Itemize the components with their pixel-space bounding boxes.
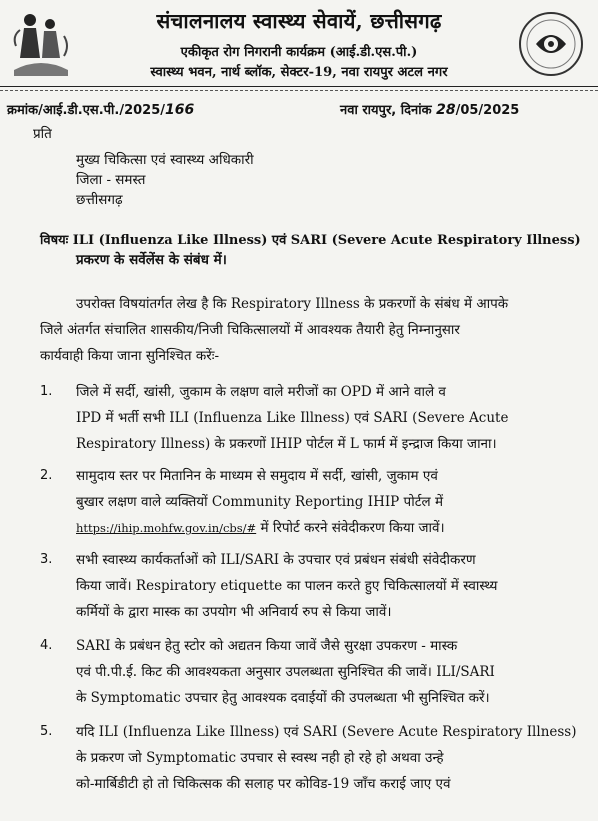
subject-line-2: प्रकरण के सर्वेलेंस के संबंध में। bbox=[76, 252, 227, 268]
subject-text-1: ILI (Influenza Like Illness) एवं SARI (Severe Acute Respiratory Illness) bbox=[72, 233, 581, 248]
office-address: स्वास्थ्य भवन, नार्थ ब्लॉक, सेक्टर-19, नवा रायपुर अटल नगर bbox=[150, 65, 448, 80]
item-2-line-2: बुखार लक्षण वाले व्यक्तियों Community Reporting IHIP पोर्टल में bbox=[76, 494, 444, 510]
item-3-line-1: सभी स्वास्थ्य कार्यकर्ताओं को ILI/SARI के उपचार एवं प्रबंधन संबंधी संवेदीकरण bbox=[76, 552, 476, 568]
item-number: 5. bbox=[40, 724, 53, 739]
item-3-line-2: किया जावें। Respiratory etiquette का पालन करते हुए चिकित्सालयों में स्वास्थ्य bbox=[76, 578, 498, 594]
subject-label: विषयः bbox=[40, 233, 69, 248]
place-and-date bbox=[340, 100, 519, 118]
item-5-line-2: के प्रकरण जो Symptomatic उपचार से स्वस्थ नही हो रहे हो अथवा उन्हे bbox=[76, 750, 444, 766]
item-2-line-1: सामुदाय स्तर पर मितानिन के माध्यम से समुदाय में सर्दी, खांसी, जुकाम एवं bbox=[76, 468, 438, 484]
item-4-line-1: SARI के प्रबंधन हेतु स्टोर को अद्यतन किया जावें जैसे सुरक्षा उपकरण - मास्क bbox=[76, 638, 458, 654]
item-2-line-3 bbox=[76, 518, 566, 536]
header-divider bbox=[0, 86, 598, 87]
recipient-district: जिला - समस्त bbox=[76, 172, 146, 188]
item-number: 4. bbox=[40, 638, 53, 653]
subject-line-1 bbox=[40, 230, 581, 248]
date-suffix: /05/2025 bbox=[455, 103, 520, 118]
item-number: 2. bbox=[40, 468, 53, 483]
item-5-line-3: को-मार्बिडीटी हो तो चिकित्सक की सलाह पर कोविड-19 जाँच कराई जाए एवं bbox=[76, 776, 451, 792]
item-1-line-1: जिले में सर्दी, खांसी, जुकाम के लक्षण वाले मरीजों का OPD में आने वाले व bbox=[76, 384, 446, 400]
department-title: संचालनालय स्वास्थ्य सेवायें, छत्तीसगढ़ bbox=[156, 9, 442, 33]
item-4-line-2: एवं पी.पी.ई. किट की आवश्यकता अनुसार उपलब्धता सुनिश्चित की जावें। ILI/SARI bbox=[76, 664, 495, 680]
item-1-line-2: IPD में भर्ती सभी ILI (Influenza Like Illness) एवं SARI (Severe Acute bbox=[76, 410, 509, 426]
item-4-line-3: के Symptomatic उपचार हेतु आवश्यक दवाईयों की उपलब्धता भी सुनिश्चित करें। bbox=[76, 690, 490, 706]
item-number: 1. bbox=[40, 384, 53, 399]
recipient-prati: प्रति bbox=[33, 126, 52, 142]
item-1-line-3: Respiratory Illness) के प्रकरणों IHIP पोर्टल में L फार्म में इन्द्राज किया जाना। bbox=[76, 436, 497, 452]
header-divider-secondary bbox=[0, 90, 598, 91]
item-3-line-3: कर्मियों के द्वारा मास्क का उपयोग भी अनिवार्य रुप से किया जावें। bbox=[76, 604, 392, 620]
recipient-state: छत्तीसगढ़ bbox=[76, 192, 123, 208]
intro-line-1: उपरोक्त विषयांतर्गत लेख है कि Respiratory Illness के प्रकरणों के संबंध में आपके bbox=[76, 296, 509, 312]
recipient-designation: मुख्य चिकित्सा एवं स्वास्थ्य अधिकारी bbox=[76, 152, 254, 168]
item-2-link-suffix: में रिपोर्ट करने संवेदीकरण किया जावें। bbox=[256, 520, 445, 536]
item-number: 3. bbox=[40, 552, 53, 567]
place-date-prefix: नवा रायपुर, दिनांक bbox=[340, 103, 437, 118]
intro-line-2: जिले अंतर्गत संचालित शासकीय/निजी चिकित्सालयों में आवश्यक तैयारी हेतु निम्नानुसार bbox=[40, 322, 460, 338]
reference-number bbox=[7, 100, 194, 118]
reference-handwritten-number: 166 bbox=[165, 102, 195, 118]
intro-line-3: कार्यवाही किया जाना सुनिश्चित करेंः- bbox=[40, 348, 220, 364]
item-5-line-1: यदि ILI (Influenza Like Illness) एवं SARI (Severe Acute Respiratory Illness) bbox=[76, 724, 577, 740]
program-subtitle: एकीकृत रोग निगरानी कार्यक्रम (आई.डी.एस.पी.) bbox=[180, 45, 418, 60]
ihip-portal-link[interactable]: https://ihip.mohfw.gov.in/cbs/# bbox=[76, 521, 257, 535]
date-handwritten-day: 28 bbox=[436, 102, 456, 118]
reference-prefix: क्रमांक/आई.डी.एस.पी./2025/ bbox=[7, 103, 166, 118]
